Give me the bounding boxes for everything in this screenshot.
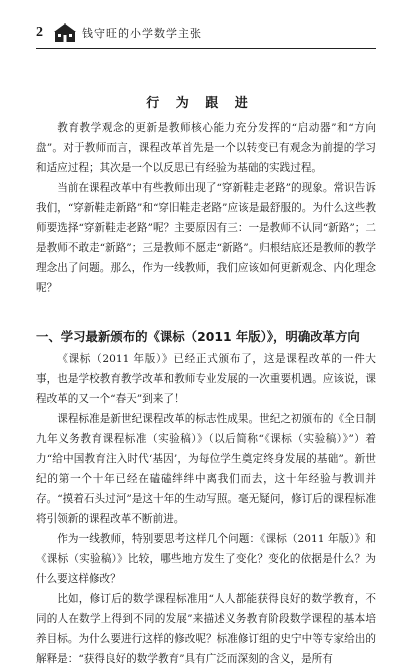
section-1-text (36, 349, 376, 669)
paragraph: 比如，修订后的数学课程标准用“人人都能获得良好的数学教育，不同的人在数学上得到不同的发展”来描述义务教育阶段数学课程的基本培养目标。为什么要进行这样的修改呢？标准修订组的史宁中等专家给出的解释是：“获得良好的数学教育”具有广泛而深刻的含义，是所有 (36, 593, 376, 665)
intro-text (36, 118, 376, 298)
header-rule (36, 48, 376, 49)
book-title: 钱守旺的小学数学主张 (82, 27, 202, 40)
section-title: 行 为 跟 进 (146, 96, 254, 111)
paragraph: 作为一线教师，特别要思考这样几个问题：《课标（2011 年版）》和《课标（实验稿）》比较，哪些地方发生了变化？变化的依据是什么？为什么要这样修改？ (36, 533, 376, 585)
paragraph: 教育教学观念的更新是教师核心能力充分发挥的“启动器”和“方向盘”。对于教师而言，课程改革首先是一个以转变已有观念为前提的学习和适应过程；其次是一个以反思已有经验为基础的实践过程。 (36, 122, 376, 174)
paragraph: 《课标（2011 年版）》已经正式颁布了，这是课程改革的一件大事，也是学校教育教学改革和教师专业发展的一次重要机遇。应该说，课程改革的又一个“春天”到来了！ (36, 353, 376, 405)
heading-1: 一、学习最新颁布的《课标（2011 年版）》，明确改革方向 (36, 329, 360, 344)
school-building-logo-icon (54, 23, 76, 43)
paragraph: 当前在课程改革中有些教师出现了“穿新鞋走老路”的现象。常识告诉我们，“穿新鞋走新路”和“穿旧鞋走老路”应该是最舒服的。为什么这些教师要选择“穿新鞋走老路”呢？主要原因有三：一是教师不认同“新路”；二是教师不敢走“新路”；三是教师不愿走“新路”。归根结底还是教师的教学理念出了问题。那么，作为一线教师，我们应该如何更新观念、内化理念呢？ (36, 182, 376, 294)
paragraph: 课程标准是新世纪课程改革的标志性成果。世纪之初颁布的《全日制九年义务教育课程标准（实验稿）》（以后简称“《课标（实验稿）》”）着力“给中国教育注入时代‘基因’，为每位学生奠定终身发展的基础”。新世纪的第一个十年已经在磕磕绊绊中离我们而去，这十年经验与教训并存。“摸着石头过河”是这十年的生动写照。毫无疑问，修订后的课程标准将引领新的课程改革不断前进。 (36, 413, 376, 525)
page-number: 2 (36, 25, 43, 40)
running-header (36, 20, 376, 46)
